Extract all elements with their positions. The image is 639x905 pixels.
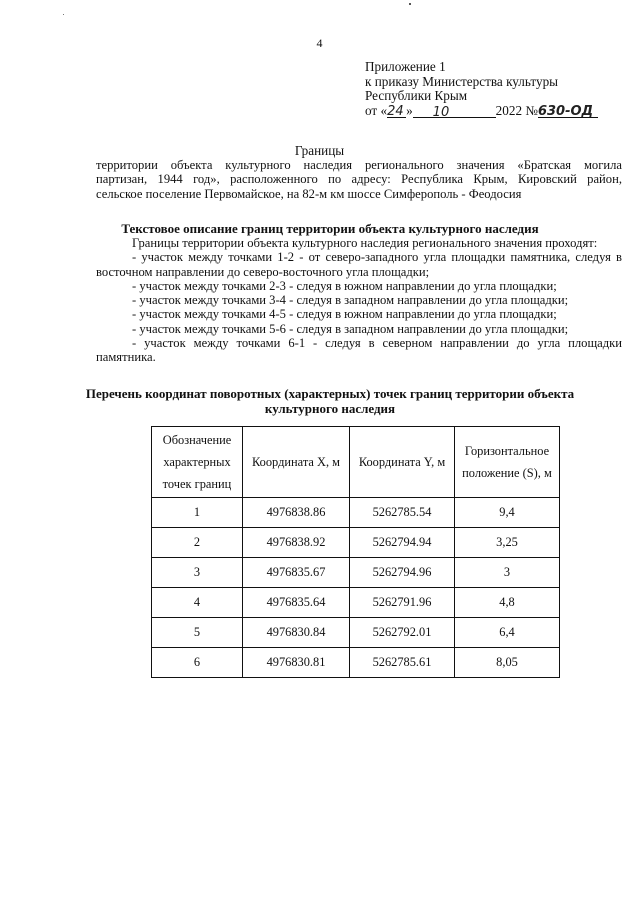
- cell-point: 1: [152, 498, 243, 528]
- description-intro: Границы территории объекта культурного наследия регионального значения проходят:: [132, 236, 598, 250]
- boundary-item-2: - участок между точками 2-3 - следуя в южном направлении до угла площадки;: [132, 278, 557, 293]
- appendix-line-3: Республики Крым: [365, 88, 468, 103]
- cell-s: 8,05: [455, 648, 560, 678]
- cell-point: 6: [152, 648, 243, 678]
- table-row: [152, 648, 560, 678]
- appendix-line-2: к приказу Министерства культуры: [365, 73, 559, 89]
- cell-s: 6,4: [455, 618, 560, 648]
- table-row: [152, 498, 560, 528]
- header-s-line-2: положение (S), м: [462, 466, 552, 480]
- title-line-1: территории объекта культурного наследия регионального значения «Братская могила: [96, 158, 622, 172]
- coordinates-heading-line-1: Перечень координат поворотных (характерных) точек границ территории объекта: [85, 386, 575, 401]
- document-title: Границы: [294, 143, 345, 158]
- title-line-3: сельское поселение Первомайское, на 82-м км шоссе Симферополь - Феодосия: [96, 186, 522, 201]
- table-header-row: [152, 427, 560, 498]
- boundary-item-6-cont: памятника.: [96, 350, 156, 365]
- header-x: Координата X, м: [243, 427, 350, 498]
- coordinates-table: [151, 426, 560, 678]
- cell-y: 5262794.96: [350, 558, 455, 588]
- date-mid: »: [406, 102, 413, 118]
- appendix-line-1: Приложение 1: [365, 59, 446, 74]
- cell-x: 4976838.86: [243, 498, 350, 528]
- boundary-item-1: - участок между точками 1-2 - от северо-западного угла площадки памятника, следуя в: [132, 250, 622, 265]
- cell-y: 5262785.61: [350, 648, 455, 678]
- boundary-item-6: - участок между точками 6-1 - следуя в северном направлении до угла площадки: [132, 336, 622, 351]
- cell-y: 5262785.54: [350, 498, 455, 528]
- title-paragraph: [96, 158, 622, 201]
- day-handwritten: 24: [387, 104, 404, 119]
- cell-y: 5262792.01: [350, 618, 455, 648]
- header-s: [455, 427, 560, 498]
- description-heading: Текстовое описание границ территории объекта культурного наследия: [121, 221, 539, 236]
- cell-x: 4976838.92: [243, 528, 350, 558]
- cell-s: 3,25: [455, 528, 560, 558]
- header-s-line-1: Горизонтальное: [464, 444, 550, 458]
- header-point-line-1: Обозначение: [162, 433, 232, 447]
- scan-speck: [409, 3, 411, 5]
- order-number-handwritten: 630-ОД: [537, 104, 594, 119]
- cell-s: 4,8: [455, 588, 560, 618]
- year-text: 2022 №: [495, 102, 538, 118]
- day-field: [387, 104, 406, 118]
- cell-point: 5: [152, 618, 243, 648]
- month-handwritten: 10: [432, 105, 450, 120]
- table-row: [152, 588, 560, 618]
- boundary-item-4: - участок между точками 4-5 - следуя в южном направлении до угла площадки;: [132, 307, 557, 322]
- cell-point: 4: [152, 588, 243, 618]
- scan-speck: [63, 14, 64, 15]
- boundary-item-3: - участок между точками 3-4 - следуя в западном направлении до угла площадки;: [132, 293, 569, 308]
- header-y: Координата Y, м: [350, 427, 455, 498]
- appendix-date-line: [365, 104, 598, 119]
- cell-point: 3: [152, 558, 243, 588]
- coordinates-heading-line-2: культурного наследия: [264, 401, 396, 416]
- cell-x: 4976830.81: [243, 648, 350, 678]
- table-row: [152, 558, 560, 588]
- cell-y: 5262794.94: [350, 528, 455, 558]
- month-field: [413, 105, 496, 118]
- cell-x: 4976830.84: [243, 618, 350, 648]
- cell-x: 4976835.67: [243, 558, 350, 588]
- table-row: [152, 618, 560, 648]
- title-line-2: партизан, 1944 год», расположенного по адресу: Республика Крым, Кировский район,: [96, 172, 622, 187]
- order-number-field: [538, 104, 598, 118]
- table-row: [152, 528, 560, 558]
- header-point: [152, 427, 243, 498]
- cell-x: 4976835.64: [243, 588, 350, 618]
- header-point-line-2: характерных: [163, 455, 231, 469]
- cell-s: 3: [455, 558, 560, 588]
- coordinates-heading: [60, 386, 600, 416]
- boundary-item-5: - участок между точками 5-6 - следуя в западном направлении до угла площадки;: [132, 321, 569, 336]
- header-point-line-3: точек границ: [162, 477, 232, 491]
- cell-y: 5262791.96: [350, 588, 455, 618]
- cell-point: 2: [152, 528, 243, 558]
- date-prefix: от «: [365, 102, 388, 118]
- page-number: 4: [316, 36, 323, 50]
- description-body: [96, 236, 622, 365]
- cell-s: 9,4: [455, 498, 560, 528]
- appendix-block: [365, 60, 598, 118]
- boundary-item-1-cont: восточном направлении до северо-восточного угла площадки;: [96, 264, 430, 279]
